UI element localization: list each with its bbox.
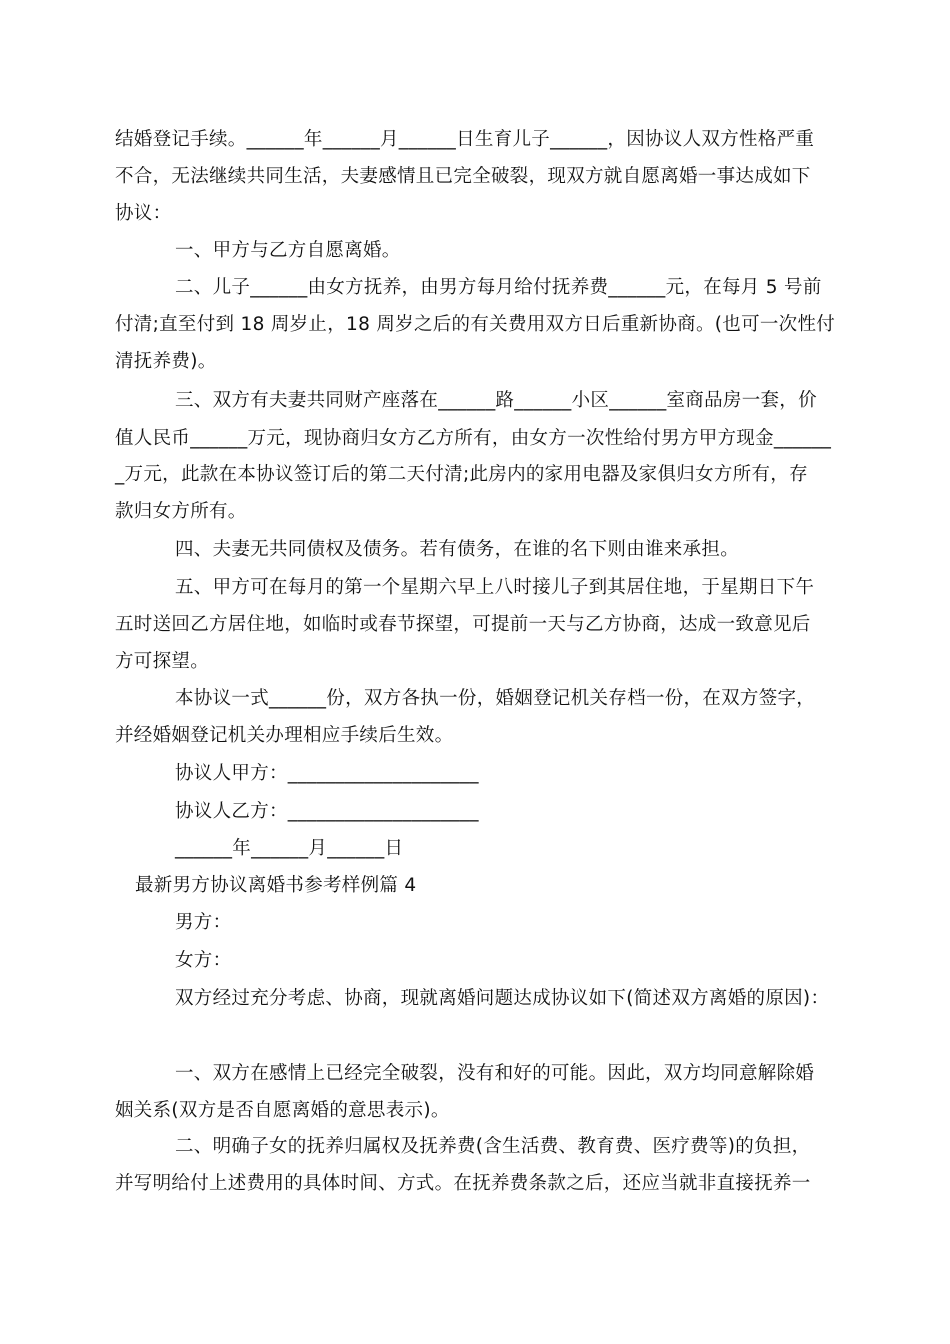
clause-heading: 一、双方在感情上已经完全破裂，没有和好的可能。因此，双方均同意解除婚 bbox=[175, 1063, 815, 1084]
text-line: 五时送回乙方居住地，如临时或春节探望，可提前一天与乙方协商，达成一致意见后 bbox=[115, 614, 811, 635]
text-line: 姻关系(双方是否自愿离婚的意思表示)。 bbox=[115, 1100, 450, 1121]
date-line: ______年______月______日 bbox=[175, 838, 404, 859]
female-party-label: 女方： bbox=[175, 950, 232, 971]
text-line: 并写明给付上述费用的具体时间、方式。在抚养费条款之后，还应当就非直接抚养一 bbox=[115, 1173, 811, 1194]
clause-heading: 五、甲方可在每月的第一个星期六早上八时接儿子到其居住地，于星期日下午 bbox=[175, 577, 815, 598]
clause-heading: 一、甲方与乙方自愿离婚。 bbox=[175, 240, 401, 261]
clause-heading: 二、儿子______由女方抚养，由男方每月给付抚养费______元，在每月 5 号前 bbox=[175, 277, 822, 298]
clause-heading: 二、明确子女的抚养归属权及抚养费(含生活费、教育费、医疗费等)的负担， bbox=[175, 1136, 811, 1157]
text-line: 协议： bbox=[115, 203, 172, 224]
clause-heading: 四、夫妻无共同债权及债务。若有债务，在谁的名下则由谁来承担。 bbox=[175, 539, 740, 560]
text-line: 双方经过充分考虑、协商，现就离婚问题达成协议如下(简述双方离婚的原因)： bbox=[175, 988, 830, 1009]
text-line: 并经婚姻登记机关办理相应手续后生效。 bbox=[115, 725, 454, 746]
section-title: 最新男方协议离婚书参考样例篇 4 bbox=[135, 875, 417, 896]
text-line: 方可探望。 bbox=[115, 651, 210, 672]
text-line: 款归女方所有。 bbox=[115, 501, 247, 522]
clause-heading: 本协议一式______份，双方各执一份，婚姻登记机关存档一份，在双方签字， bbox=[175, 688, 816, 709]
party-b-signature-line: 协议人乙方：____________________ bbox=[175, 801, 479, 822]
clause-heading: 三、双方有夫妻共同财产座落在______路______小区______室商品房一套，价 bbox=[175, 390, 817, 411]
text-line: _万元，此款在本协议签订后的第二天付清;此房内的家用电器及家俱归女方所有，存 bbox=[115, 464, 808, 485]
party-a-signature-line: 协议人甲方：____________________ bbox=[175, 763, 479, 784]
male-party-label: 男方： bbox=[175, 912, 232, 933]
text-line: 结婚登记手续。______年______月______日生育儿子______，因协议人双方性格严重 bbox=[115, 129, 815, 150]
text-line: 付清;直至付到 18 周岁止，18 周岁之后的有关费用双方日后重新协商。(也可一次性付 bbox=[115, 314, 836, 335]
text-line: 不合，无法继续共同生活，夫妻感情且已完全破裂，现双方就自愿离婚一事达成如下 bbox=[115, 166, 811, 187]
text-line: 值人民币______万元，现协商归女方乙方所有，由女方一次性给付男方甲方现金______ bbox=[115, 428, 832, 449]
text-line: 清抚养费)。 bbox=[115, 351, 217, 372]
